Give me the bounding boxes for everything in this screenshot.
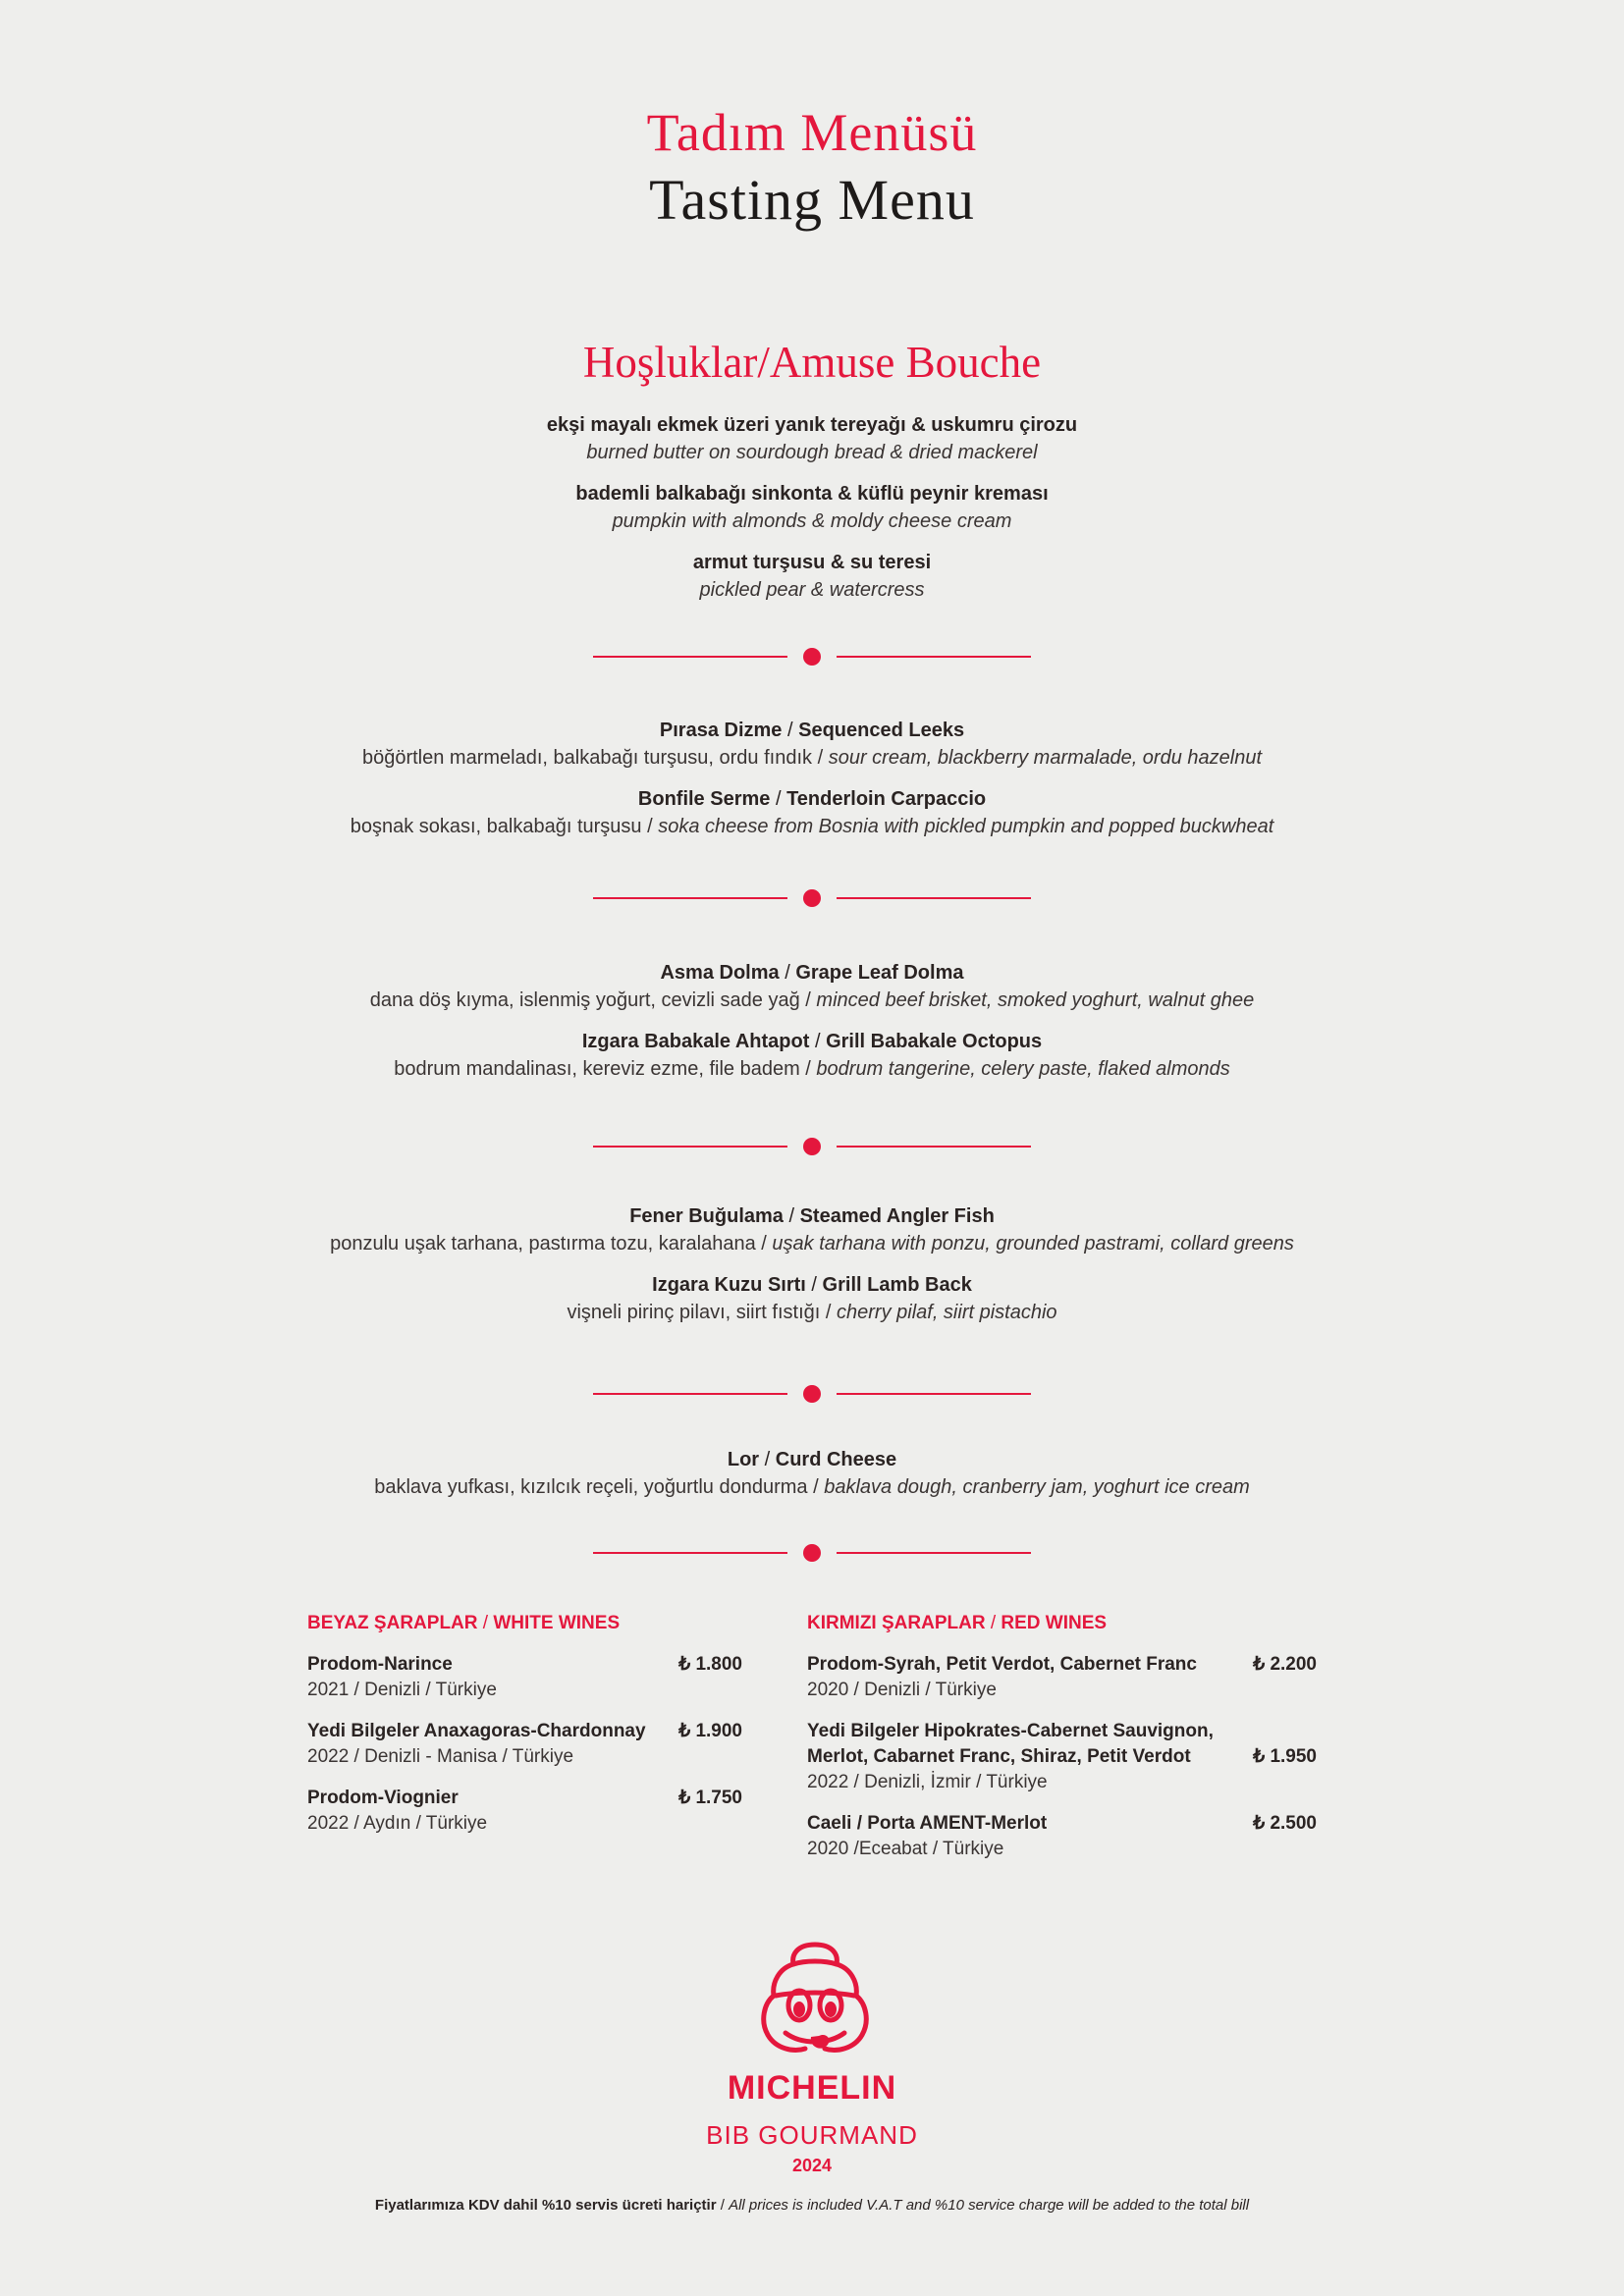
- separator: /: [990, 1613, 997, 1633]
- wine-item: [807, 1719, 1317, 1795]
- wine-price: ₺ 2.500: [1253, 1813, 1317, 1834]
- wine-origin: 2020 / Denizli / Türkiye: [807, 1680, 997, 1700]
- separator: /: [764, 1449, 771, 1470]
- wine-origin: 2022 / Denizli - Manisa / Türkiye: [307, 1746, 574, 1767]
- wine-item: [807, 1652, 1317, 1703]
- separator: /: [775, 788, 782, 810]
- wine-price: ₺ 1.950: [1253, 1746, 1317, 1767]
- michelin-wordmark: MICHELIN: [727, 2069, 897, 2107]
- amuse-item: [0, 411, 1624, 466]
- separator: /: [786, 720, 793, 741]
- course-name-tr: Izgara Kuzu Sırtı: [652, 1274, 806, 1296]
- white-wines-title-tr: BEYAZ ŞARAPLAR: [307, 1613, 478, 1633]
- course-desc-en: baklava dough, cranberry jam, yoghurt ice cream: [824, 1476, 1250, 1498]
- amuse-bouche-heading: Hoşluklar/Amuse Bouche: [582, 338, 1042, 387]
- course-desc-en: soka cheese from Bosnia with pickled pumpkin and popped buckwheat: [658, 816, 1274, 837]
- wine-origin: 2020 /Eceabat / Türkiye: [807, 1839, 1004, 1859]
- separator: /: [814, 1031, 821, 1052]
- course-name-en: Sequenced Leeks: [798, 720, 965, 741]
- amuse-item: [0, 549, 1624, 604]
- wine-item: [307, 1719, 742, 1770]
- white-wines-title-en: WHITE WINES: [493, 1613, 621, 1633]
- course-item: [0, 1446, 1624, 1501]
- section-divider: [593, 1543, 1031, 1563]
- red-wines-title-en: RED WINES: [1001, 1613, 1108, 1633]
- wine-name: Yedi Bilgeler Hipokrates-Cabernet Sauvignon, Merlot, Cabarnet Franc, Shiraz, Petit Verdot: [807, 1721, 1214, 1767]
- course-desc-en: bodrum tangerine, celery paste, flaked almonds: [816, 1058, 1230, 1080]
- award-year: 2024: [791, 2156, 833, 2175]
- separator: /: [817, 747, 824, 769]
- wine-name: Prodom-Syrah, Petit Verdot, Cabernet Franc: [807, 1654, 1197, 1675]
- menu-title-turkish: Tadım Menüsü: [646, 103, 978, 162]
- wine-item: [307, 1652, 742, 1703]
- disclaimer-tr: Fiyatlarımıza KDV dahil %10 servis ücreti hariçtir: [374, 2197, 717, 2214]
- separator: /: [813, 1476, 819, 1498]
- separator: /: [720, 2197, 725, 2214]
- course-name-en: Grill Babakale Octopus: [826, 1031, 1043, 1052]
- course-desc-tr: bodrum mandalinası, kereviz ezme, file badem: [394, 1058, 800, 1080]
- course-item: [0, 717, 1624, 772]
- course-name-en: Grape Leaf Dolma: [795, 962, 964, 984]
- wine-name: Yedi Bilgeler Anaxagoras-Chardonnay: [307, 1721, 646, 1741]
- separator: /: [785, 962, 790, 984]
- price-disclaimer: [0, 2197, 1624, 2214]
- wine-origin: 2022 / Aydın / Türkiye: [307, 1813, 488, 1834]
- wine-item: [307, 1786, 742, 1837]
- separator: /: [788, 1205, 795, 1227]
- separator: /: [805, 989, 811, 1011]
- separator: /: [482, 1613, 489, 1633]
- course-name-en: Steamed Angler Fish: [799, 1205, 995, 1227]
- course-desc-en: sour cream, blackberry marmalade, ordu hazelnut: [828, 747, 1263, 769]
- white-wines-list: [307, 1611, 742, 1852]
- course-name-tr: Bonfile Serme: [637, 788, 771, 810]
- course-item: [0, 1028, 1624, 1083]
- course-name-tr: Lor: [727, 1449, 760, 1470]
- course-name-en: Grill Lamb Back: [822, 1274, 972, 1296]
- course-desc-tr: dana döş kıyma, islenmiş yoğurt, cevizli sade yağ: [369, 989, 800, 1011]
- red-wines-list: [807, 1611, 1317, 1878]
- course-desc-en: minced beef brisket, smoked yoghurt, walnut ghee: [816, 989, 1255, 1011]
- course-name-tr: Pırasa Dizme: [659, 720, 783, 741]
- amuse-item-name: bademli balkabağı sinkonta & küflü peynir kreması: [575, 483, 1049, 505]
- course-item: [0, 785, 1624, 840]
- separator: /: [805, 1058, 811, 1080]
- course-name-tr: Izgara Babakale Ahtapot: [581, 1031, 810, 1052]
- wine-price: ₺ 1.900: [678, 1721, 742, 1741]
- amuse-item-desc: burned butter on sourdough bread & dried mackerel: [586, 442, 1038, 463]
- amuse-item-desc: pickled pear & watercress: [699, 579, 925, 601]
- bibendum-logo-icon: [746, 1939, 884, 2058]
- wine-origin: 2022 / Denizli, İzmir / Türkiye: [807, 1772, 1048, 1792]
- course-name-en: Curd Cheese: [775, 1449, 897, 1470]
- wine-price: ₺ 1.750: [678, 1788, 742, 1808]
- course-desc-tr: böğörtlen marmeladı, balkabağı turşusu, ordu fındık: [361, 747, 813, 769]
- menu-title-english: Tasting Menu: [649, 168, 975, 232]
- amuse-item-name: armut turşusu & su teresi: [692, 552, 932, 573]
- course-name-tr: Asma Dolma: [660, 962, 780, 984]
- separator: /: [647, 816, 653, 837]
- separator: /: [811, 1274, 817, 1296]
- disclaimer-en: All prices is included V.A.T and %10 service charge will be added to the total bill: [729, 2197, 1250, 2214]
- amuse-item: [0, 480, 1624, 535]
- course-item: [0, 959, 1624, 1014]
- wine-price: ₺ 2.200: [1253, 1654, 1317, 1675]
- amuse-item-name: ekşi mayalı ekmek üzeri yanık tereyağı & uskumru çirozu: [546, 414, 1078, 436]
- wine-name: Prodom-Narince: [307, 1654, 453, 1675]
- section-divider: [593, 647, 1031, 667]
- section-divider: [593, 888, 1031, 908]
- separator: /: [761, 1233, 767, 1255]
- wine-price: ₺ 1.800: [678, 1654, 742, 1675]
- course-item: [0, 1202, 1624, 1257]
- course-desc-en: uşak tarhana with ponzu, grounded pastrami, collard greens: [772, 1233, 1294, 1255]
- course-desc-tr: boşnak sokası, balkabağı turşusu: [350, 816, 642, 837]
- bib-gourmand-label: BIB GOURMAND: [706, 2120, 918, 2150]
- course-name-en: Tenderloin Carpaccio: [786, 788, 987, 810]
- course-desc-tr: baklava yufkası, kızılcık reçeli, yoğurtlu dondurma: [374, 1476, 808, 1498]
- course-item: [0, 1271, 1624, 1326]
- separator: /: [825, 1302, 832, 1323]
- section-divider: [593, 1137, 1031, 1156]
- wine-name: Prodom-Viognier: [307, 1788, 459, 1808]
- course-desc-tr: vişneli pirinç pilavı, siirt fıstığı: [567, 1302, 821, 1323]
- course-desc-tr: ponzulu uşak tarhana, pastırma tozu, karalahana: [330, 1233, 756, 1255]
- course-desc-en: cherry pilaf, siirt pistachio: [837, 1302, 1057, 1323]
- amuse-item-desc: pumpkin with almonds & moldy cheese cream: [612, 510, 1012, 532]
- wine-item: [807, 1811, 1317, 1862]
- wine-name: Caeli / Porta AMENT-Merlot: [807, 1813, 1048, 1834]
- section-divider: [593, 1384, 1031, 1404]
- course-name-tr: Fener Buğulama: [629, 1205, 784, 1227]
- wine-origin: 2021 / Denizli / Türkiye: [307, 1680, 497, 1700]
- red-wines-title-tr: KIRMIZI ŞARAPLAR: [807, 1613, 986, 1633]
